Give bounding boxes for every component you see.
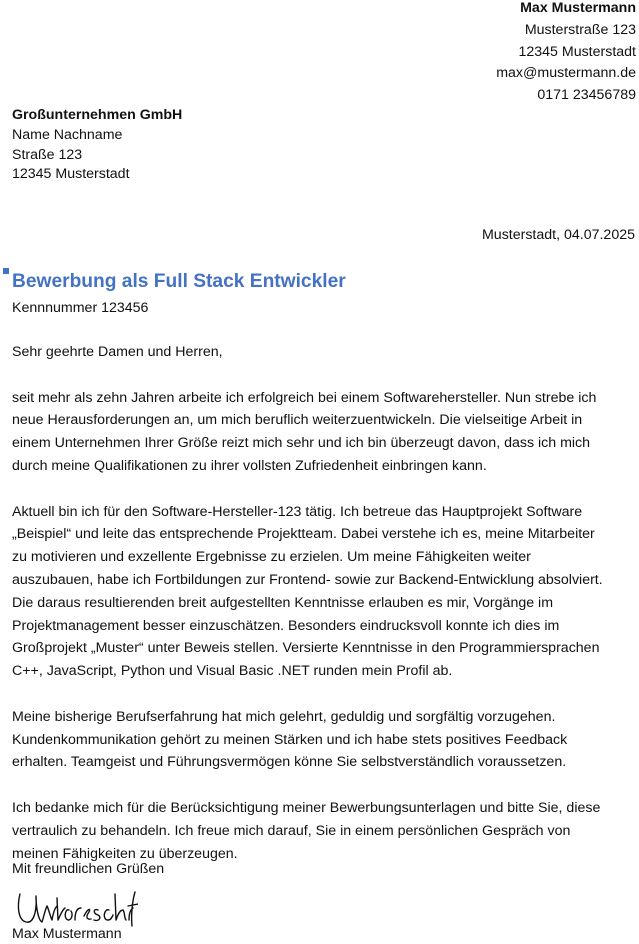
recipient-block xyxy=(12,106,182,185)
body-line: neue Herausforderungen an, um mich beruflich weiterzuentwickeln. Die vielseitige Arbeit in xyxy=(12,412,583,429)
signer-name: Max Mustermann xyxy=(12,926,122,942)
body-line: seit mehr als zehn Jahren arbeite ich erfolgreich bei einem Softwarehersteller. Nun strebe ich xyxy=(12,389,597,406)
body-line: durch meine Qualifikationen zu ihrer vollsten Zufriedenheit einbringen kann. xyxy=(12,457,487,474)
body-line: Kundenkommunikation gehört zu meinen Stärken und ich habe stets positives Feedback xyxy=(12,731,568,748)
recipient-city: 12345 Musterstadt xyxy=(12,166,130,183)
sender-email: max@mustermann.de xyxy=(496,65,636,82)
letter-date: Musterstadt, 04.07.2025 xyxy=(481,227,635,243)
paragraph-4 xyxy=(12,797,636,865)
body-line: meinen Fähigkeiten zu überzeugen. xyxy=(12,845,238,862)
salutation-line: Sehr geehrte Damen und Herren, xyxy=(12,344,223,360)
paragraph-3 xyxy=(12,706,636,774)
recipient-company: Großunternehmen GmbH xyxy=(12,107,183,123)
sender-city: 12345 Musterstadt xyxy=(518,43,636,60)
sender-street: Musterstraße 123 xyxy=(524,21,636,38)
reference-number: Kennnummer 123456 xyxy=(12,300,149,316)
body-line: vertraulich zu behandeln. Ich freue mich darauf, Sie in einem persönlichen Gespräch von xyxy=(12,822,571,839)
sender-block xyxy=(496,0,636,107)
sender-phone: 0171 23456789 xyxy=(537,87,636,104)
body-line: Die daraus resultierenden breit aufgestellten Kenntnisse erlauben es mir, Vorgänge im xyxy=(12,594,554,611)
subject-heading: Bewerbung als Full Stack Entwickler xyxy=(12,271,346,292)
body-line: einem Unternehmen Ihrer Größe reizt mich sehr und ich bin überzeugt davon, dass ich mich xyxy=(12,435,591,452)
body-line: Projektmanagement besser einzuschätzen. Besonders eindrucksvoll konnte ich dies im xyxy=(12,617,560,634)
body-line: Meine bisherige Berufserfahrung hat mich gelehrt, geduldig und sorgfältig vorzugehen. xyxy=(12,708,556,725)
body-line: Ich bedanke mich für die Berücksichtigung meiner Bewerbungsunterlagen und bitte Sie, diese xyxy=(12,799,601,816)
body-line: Großprojekt „Muster“ unter Beweis stellen. Versierte Kenntnisse in den Programmiersprachen xyxy=(12,640,600,657)
subject-marker xyxy=(3,268,9,274)
recipient-street: Straße 123 xyxy=(12,146,83,163)
closing-phrase: Mit freundlichen Grüßen xyxy=(12,861,165,877)
body-line: Aktuell bin ich für den Software-Hersteller-123 tätig. Ich betreue das Hauptprojekt Software xyxy=(12,503,583,520)
letter-body xyxy=(12,341,636,888)
paragraph-1 xyxy=(12,387,636,478)
body-line: erhalten. Teamgeist und Führungsvermögen könne Sie selbstverständlich voraussetzen. xyxy=(12,754,567,771)
body-line: „Beispiel“ und leite das entsprechende Projektteam. Dabei verstehe ich es, meine Mitarbeiter xyxy=(12,526,595,543)
recipient-contact: Name Nachname xyxy=(12,126,123,143)
salutation xyxy=(12,341,636,364)
sender-name: Max Mustermann xyxy=(520,0,636,16)
body-line: C++, JavaScript, Python und Visual Basic .NET runden mein Profil ab. xyxy=(12,663,453,680)
body-line: zu motivieren und exzellente Ergebnisse zu erzielen. Um meine Fähigkeiten weiter xyxy=(12,549,531,566)
body-line: auszubauen, habe ich Fortbildungen zur Frontend- sowie zur Backend-Entwicklung absolviert. xyxy=(12,571,603,588)
paragraph-2 xyxy=(12,501,636,683)
